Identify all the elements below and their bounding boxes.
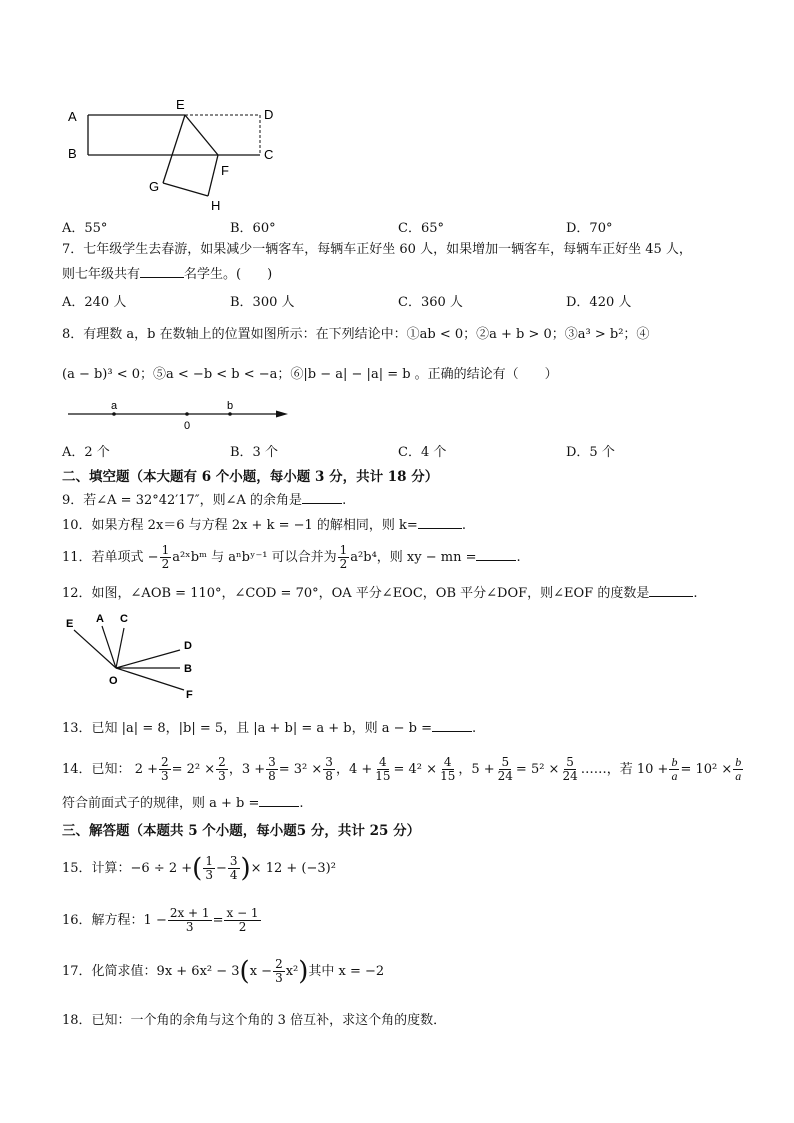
q11: 11．若单项式 − $\frac{1}{2}$ a²ˣbᵐ 与 aⁿbʸ⁻¹ 可以合并为 $\frac{1}{2}$ a²b⁴，则 xy − mn = . (62, 543, 521, 571)
q7-option-a: A．240 人 (62, 295, 127, 310)
q18: 18．已知：一个角的余角与这个角的 3 倍互补，求这个角的度数． (62, 1013, 447, 1028)
label-A: A (68, 109, 77, 124)
answer-blank (432, 719, 472, 732)
ray-OD (116, 650, 180, 668)
edge-EG (163, 115, 185, 183)
number-line (62, 398, 292, 432)
answer-blank (302, 491, 342, 504)
q7-line2: 则七年级共有 名学生。( ) (62, 267, 273, 282)
q8-option-a: A．2 个 (62, 445, 110, 460)
fold-line-EF (185, 115, 218, 155)
q12: 12．如图，∠AOB = 110°，∠COD = 70°，OA 平分∠EOC，OB 平分∠DOF，则∠EOF 的度数是 . (62, 586, 698, 601)
q6-option-b: B．60° (230, 221, 276, 236)
q9: 9．若∠A = 32°42′17″，则∠A 的余角是 . (62, 493, 347, 508)
label-F: F (186, 689, 193, 700)
answer-blank (259, 794, 299, 807)
label-A: A (96, 613, 104, 625)
label-E: E (176, 97, 185, 112)
label-F: F (221, 163, 229, 178)
q8-line1: 8．有理数 a，b 在数轴上的位置如图所示：在下列结论中：①ab < 0；②a + b > 0；③a³ > b²；④ (62, 327, 650, 342)
axis-arrow-icon (276, 411, 288, 418)
point-zero (185, 412, 189, 416)
answer-blank (140, 265, 184, 278)
label-a: a (111, 400, 118, 412)
label-B: B (184, 663, 192, 675)
q8-option-b: B．3 个 (230, 445, 278, 460)
q7-option-c: C．360 人 (398, 295, 463, 310)
answer-blank (418, 516, 462, 529)
label-b: b (227, 400, 234, 412)
label-G: G (149, 179, 160, 194)
q7-line1: 7．七年级学生去春游，如果减少一辆客车，每辆车正好坐 60 人，如果增加一辆客车，每辆车正好坐 45 人， (62, 242, 692, 257)
answer-blank (649, 584, 693, 597)
folded-rectangle-figure (60, 95, 290, 215)
q8-line2: (a − b)³ < 0；⑤a < −b < b < −a；⑥|b − a| − |a| = b 。正确的结论有（ ） (62, 367, 558, 382)
section-3-heading: 三、解答题（本题共 5 个小题，每小题5 分，共计 25 分） (62, 823, 421, 839)
edge-HF (208, 155, 218, 196)
q7-option-b: B．300 人 (230, 295, 295, 310)
q10: 10．如果方程 2x＝6 与方程 2x + k = −1 的解相同，则 k= . (62, 518, 466, 533)
section-2-heading: 二、填空题（本大题有 6 个小题，每小题 3 分，共计 18 分） (62, 469, 439, 485)
fraction: $\frac{1}{2}$ (339, 543, 348, 571)
q14-line2: 符合前面式子的规律，则 a + b = . (62, 796, 304, 811)
label-zero: 0 (184, 420, 191, 432)
label-B: B (68, 146, 77, 161)
ray-OF (116, 668, 184, 690)
q17: 17．化简求值：9x + 6x² − 3(x − $\frac{2}{3}$ x²)其中 x = −2 (62, 956, 385, 987)
label-D: D (264, 107, 274, 122)
label-D: D (184, 640, 192, 652)
label-C: C (120, 613, 128, 625)
answer-blank (476, 548, 516, 561)
edge-GH (163, 183, 208, 196)
q6-option-c: C．65° (398, 221, 444, 236)
label-O: O (109, 675, 118, 687)
label-C: C (264, 147, 274, 162)
angle-rays-figure (62, 608, 212, 700)
q16: 16．解方程：1 − $\frac{2x + 1}{3}$ = $\frac{x - 1}{2}$ (62, 906, 259, 934)
q6-option-a: A．55° (62, 221, 108, 236)
fraction: $\frac{1}{2}$ (161, 543, 170, 571)
label-E: E (66, 618, 74, 630)
q15: 15．计算：−6 ÷ 2 +( $\frac{1}{3}$ − $\frac{3}{4}$ )× 12 + (−3)² (62, 853, 336, 884)
label-H: H (211, 198, 221, 213)
q8-option-c: C．4 个 (398, 445, 447, 460)
q8-option-d: D．5 个 (566, 445, 615, 460)
point-b (228, 412, 232, 416)
q7-option-d: D．420 人 (566, 295, 632, 310)
ray-OC (116, 628, 124, 668)
q14-line1: 14．已知： 2 + $\frac{2}{3}$ = 2² × $\frac{2}{3}$ ，3 + $\frac{3}{8}$ = 3² × $\frac{3}{8}$ ，4 + $\frac{4}{15}$ = 4² × $\frac{4}{15}$ ，5 + $\frac{5}{24}$ = 5² × $\frac{5}{24}$ ……，若 10 + $\frac{b}{a}$ = 10² × $\frac{b}{a}$ (62, 755, 742, 783)
q6-option-d: D．70° (566, 221, 613, 236)
point-a (112, 412, 116, 416)
q13: 13．已知 |a| = 8，|b| = 5，且 |a + b| = a + b，则 a − b = . (62, 721, 477, 736)
